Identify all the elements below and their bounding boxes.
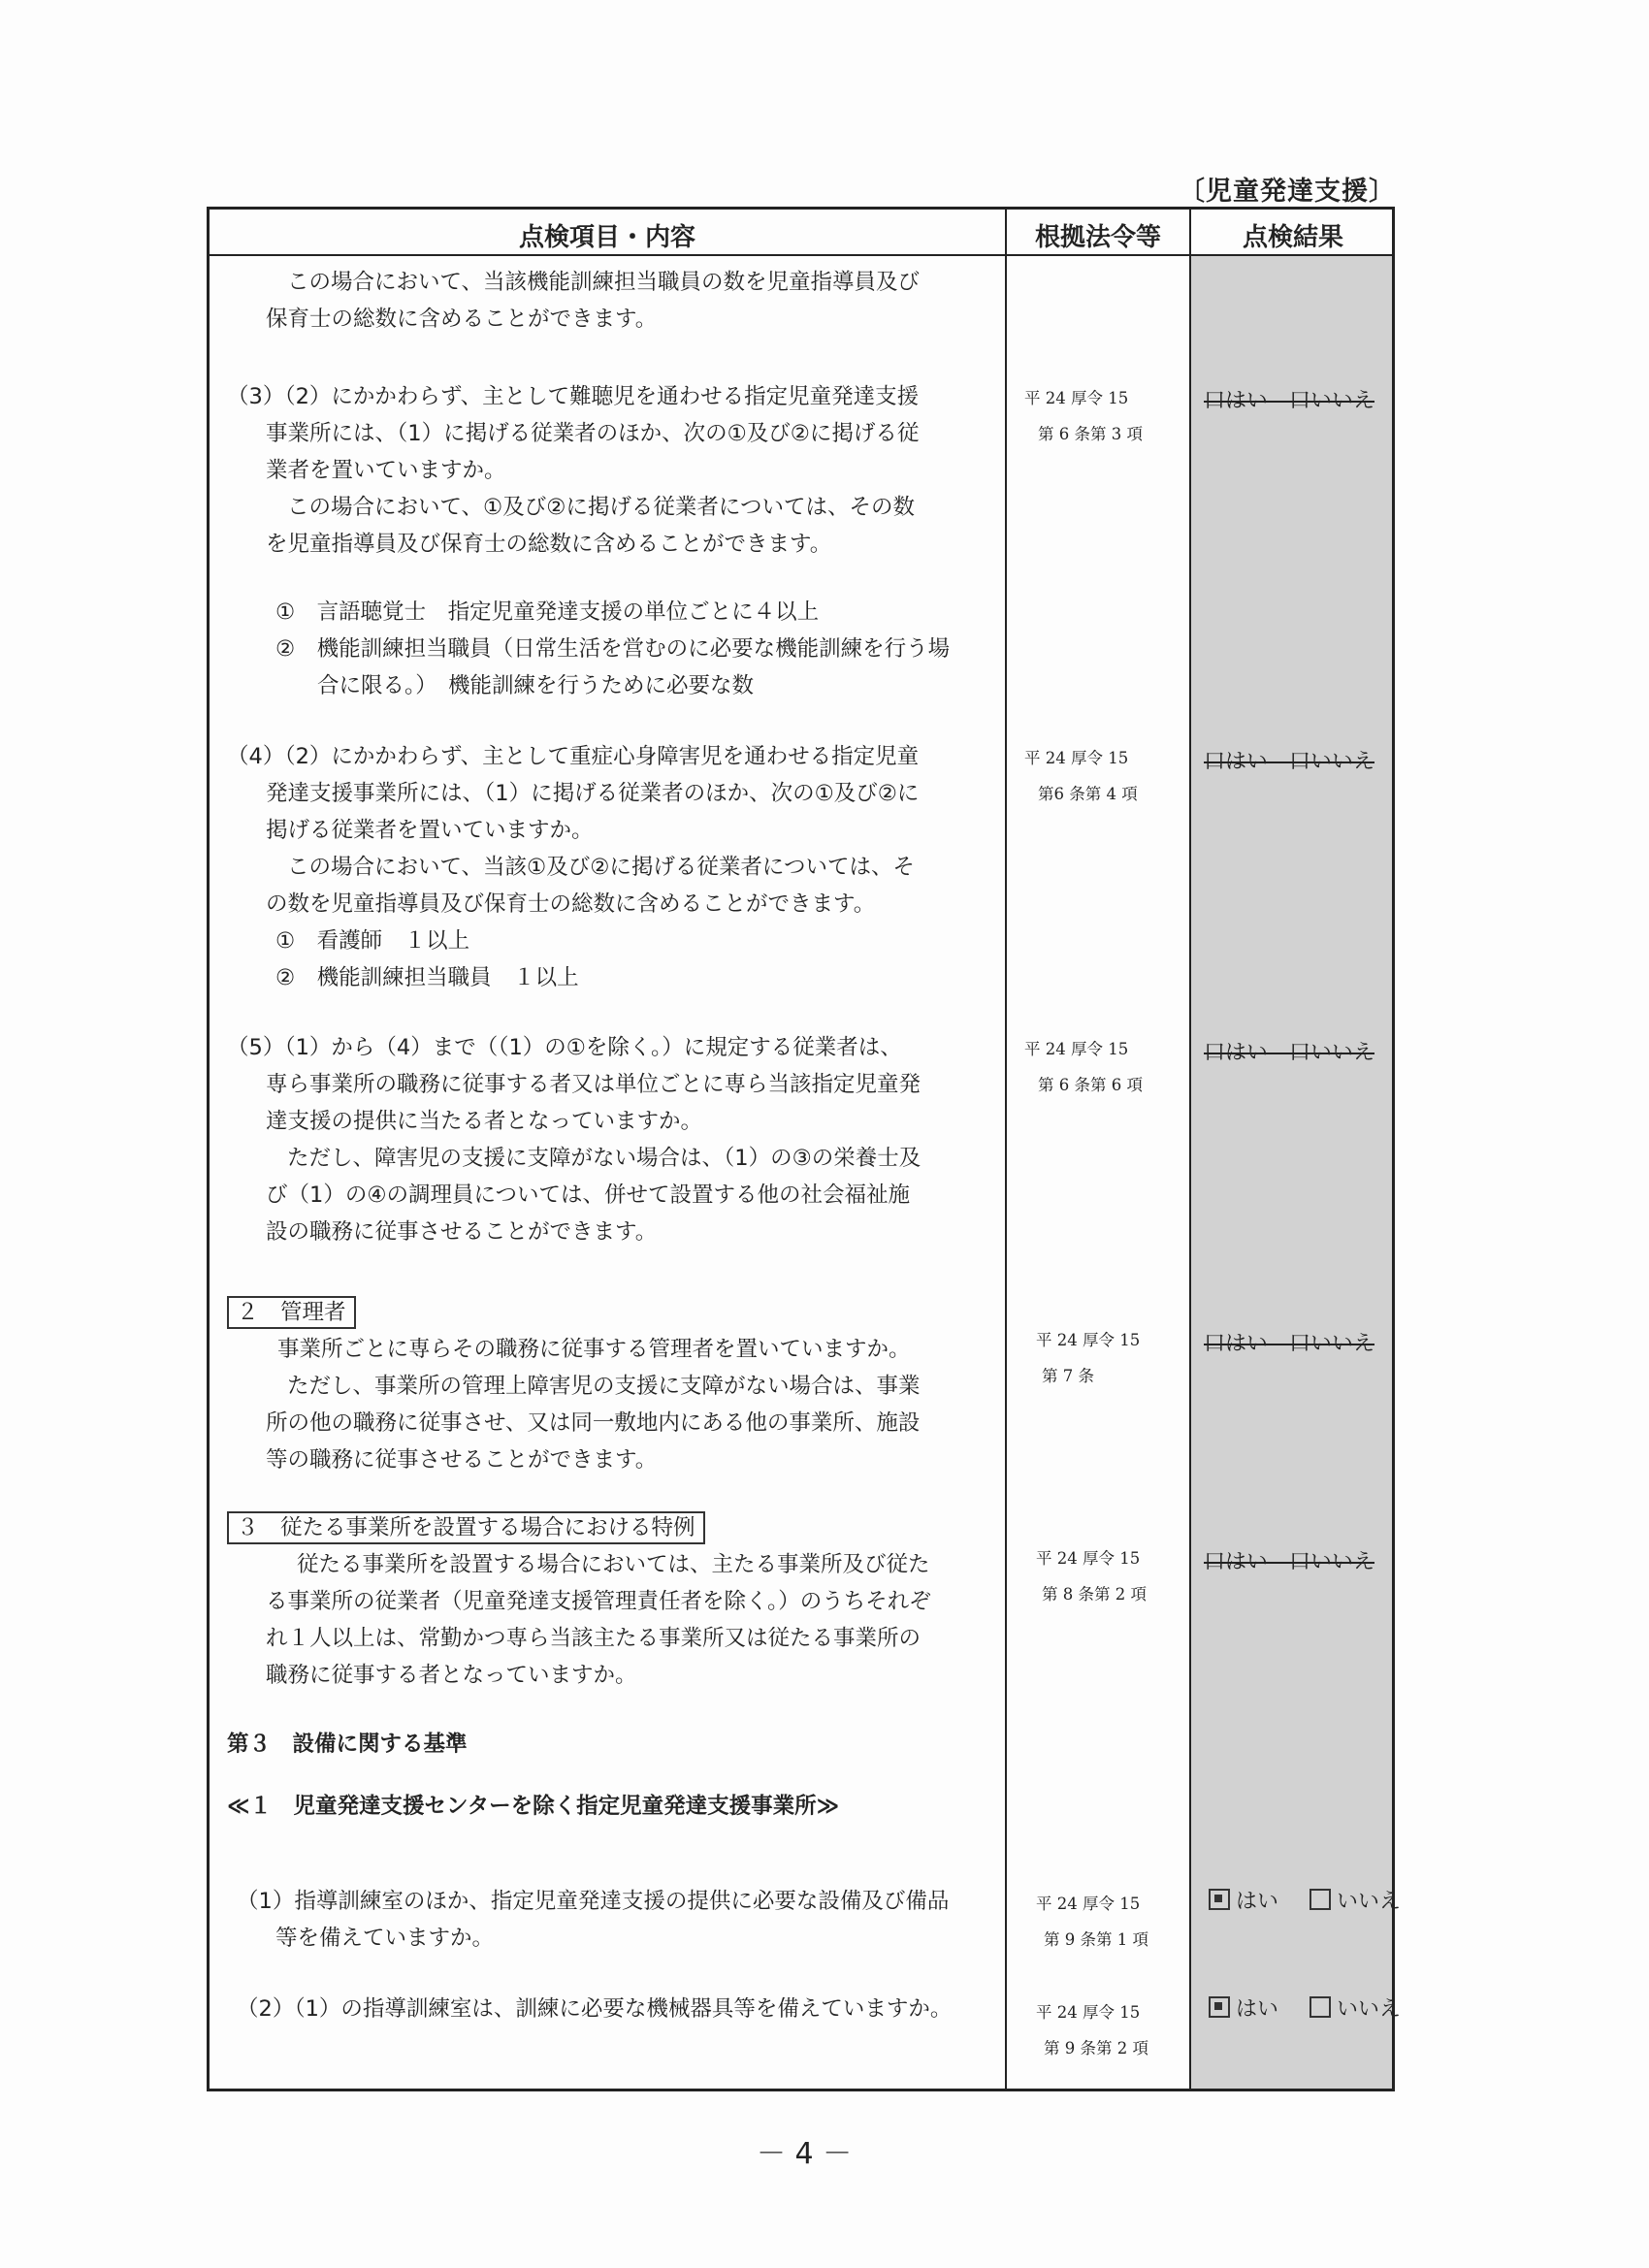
result-text: 口はい 口いいえ [1204, 750, 1375, 774]
text-line: （2）（1）の指導訓練室は、訓練に必要な機械器具等を備えていますか。 [237, 1996, 953, 2022]
text-line: 達支援の提供に当たる者となっていますか。 [266, 1109, 703, 1134]
result-text: 口はい 口いいえ [1204, 389, 1375, 413]
text-line: 等を備えていますか。 [275, 1926, 495, 1951]
list-item: ① 言語聴覚士 指定児童発達支援の単位ごとに４以上 [275, 599, 820, 625]
text-line: ただし、事業所の管理上障害児の支援に支障がない場合は、事業 [287, 1374, 921, 1399]
part-title: 第３ 設備に関する基準 [227, 1732, 468, 1757]
equipment-item-2 [237, 1991, 952, 2027]
law-line: 平 24 厚令 15 [1036, 2003, 1141, 2022]
part-3 [227, 1726, 839, 1825]
intro-text [227, 264, 920, 338]
no-label: いいえ [1337, 1890, 1402, 1914]
text-line: 設の職務に従事させることができます。 [266, 1219, 658, 1245]
law-line: 第 9 条第 2 項 [1044, 2039, 1148, 2057]
text-line: 職務に従事する者となっていますか。 [266, 1663, 637, 1688]
law-reference [1036, 1886, 1148, 1958]
inspection-table [207, 207, 1402, 2091]
list-item: 合に限る。） 機能訓練を行うために必要な数 [317, 673, 755, 698]
yes-checkbox[interactable] [1209, 1889, 1230, 1910]
column-divider [1189, 210, 1191, 2089]
section-3 [227, 1509, 931, 1694]
result-checkbox-group[interactable] [1204, 384, 1374, 414]
text-line: 掲げる従業者を置いていますか。 [266, 818, 594, 843]
list-item: ② 機能訓練担当職員 １以上 [275, 965, 579, 990]
law-line: 第 6 条第 3 項 [1038, 425, 1143, 443]
part-subtitle: ≪１ 児童発達支援センターを除く指定児童発達支援事業所≫ [227, 1794, 840, 1819]
law-reference [1024, 380, 1143, 452]
law-line: 第 7 条 [1042, 1367, 1094, 1385]
law-line: 平 24 厚令 15 [1024, 749, 1129, 767]
yes-checkbox[interactable] [1209, 1996, 1230, 2018]
text-line: び（1）の④の調理員については、併せて設置する他の社会福祉施 [266, 1183, 911, 1208]
law-reference [1024, 1031, 1143, 1103]
result-text: 口はい 口いいえ [1204, 1550, 1375, 1574]
equipment-item-1 [237, 1883, 949, 1957]
law-line: 第 8 条第 2 項 [1042, 1585, 1147, 1604]
result-checkbox-group[interactable] [1204, 1545, 1374, 1575]
law-line: 第 9 条第 1 項 [1044, 1930, 1148, 1949]
yes-label: はい [1236, 1890, 1279, 1914]
text-line: 所の他の職務に従事させ、又は同一敷地内にある他の事業所、施設 [266, 1410, 921, 1436]
law-reference [1036, 1994, 1148, 2066]
text-line: この場合において、当該①及び②に掲げる従業者については、そ [287, 855, 915, 880]
law-reference [1036, 1540, 1147, 1612]
text-line: れ１人以上は、常勤かつ専ら当該主たる事業所又は従たる事業所の [266, 1626, 922, 1651]
no-checkbox[interactable] [1310, 1996, 1331, 2018]
header-basis: 根拠法令等 [1034, 223, 1161, 252]
result-text: 口はい 口いいえ [1204, 1332, 1375, 1356]
header-content: 点検項目・内容 [518, 223, 695, 252]
no-label: いいえ [1337, 1997, 1402, 2022]
column-divider [1005, 210, 1007, 2089]
text-line: この場合において、①及び②に掲げる従業者については、その数 [287, 495, 915, 520]
text-line: ただし、障害児の支援に支障がない場合は、（1）の③の栄養士及 [287, 1146, 922, 1171]
text-line: 事業所には、（1）に掲げる従業者のほか、次の①及び②に掲げる従 [266, 421, 920, 446]
result-checkbox-group [1209, 1993, 1401, 2023]
document-category-tag: 〔児童発達支援〕 [1179, 177, 1396, 207]
item-5 [227, 1029, 921, 1250]
text-line: この場合において、当該機能訓練担当職員の数を児童指導員及び [287, 270, 921, 295]
result-checkbox-group[interactable] [1204, 1327, 1374, 1357]
text-line: （1）指導訓練室のほか、指定児童発達支援の提供に必要な設備及び備品 [237, 1889, 950, 1914]
list-item: ② 機能訓練担当職員（日常生活を営むのに必要な機能訓練を行う場 [275, 636, 951, 662]
text-line: 業者を置いていますか。 [266, 458, 506, 483]
text-line: （5）（1）から（4）まで（（1）の①を除く。）に規定する従業者は、 [227, 1035, 902, 1060]
text-line: を児童指導員及び保育士の総数に含めることができます。 [266, 532, 832, 557]
text-line: 発達支援事業所には、（1）に掲げる従業者のほか、次の①及び②に [266, 781, 920, 806]
text-line: 専ら事業所の職務に従事する者又は単位ごとに専ら当該指定児童発 [266, 1072, 922, 1097]
section-title: ２ 管理者 [227, 1296, 356, 1329]
law-line: 平 24 厚令 15 [1036, 1549, 1141, 1568]
text-line: 従たる事業所を設置する場合においては、主たる事業所及び従た [297, 1552, 930, 1577]
law-reference [1024, 740, 1138, 812]
text-line: （4）（2）にかかわらず、主として重症心身障害児を通わせる指定児童 [227, 744, 920, 769]
law-line: 第 6 条第 6 項 [1038, 1076, 1143, 1094]
section-title: ３ 従たる事業所を設置する場合における特例 [227, 1511, 705, 1544]
law-line: 平 24 厚令 15 [1036, 1331, 1141, 1349]
page-number: － 4 － [757, 2137, 853, 2171]
text-line: 保育士の総数に含めることができます。 [266, 307, 658, 332]
item-4 [227, 738, 919, 996]
law-reference [1036, 1322, 1140, 1394]
law-line: 平 24 厚令 15 [1024, 1040, 1129, 1058]
text-line: る事業所の従業者（児童発達支援管理責任者を除く。）のうちそれぞ [266, 1589, 931, 1614]
result-checkbox-group[interactable] [1204, 1036, 1374, 1066]
text-line: 等の職務に従事させることができます。 [266, 1447, 658, 1473]
yes-label: はい [1236, 1997, 1279, 2022]
header-divider [210, 254, 1392, 256]
law-line: 平 24 厚令 15 [1024, 389, 1129, 407]
result-column-shading [1191, 256, 1392, 2089]
law-line: 平 24 厚令 15 [1036, 1895, 1141, 1913]
no-checkbox[interactable] [1310, 1889, 1331, 1910]
header-result: 点検結果 [1242, 223, 1343, 252]
text-line: 事業所ごとに専らその職務に従事する管理者を置いていますか。 [277, 1337, 911, 1362]
list-item: ① 看護師 １以上 [275, 928, 470, 954]
result-checkbox-group[interactable] [1204, 745, 1374, 775]
text-line: の数を児童指導員及び保育士の総数に含めることができます。 [266, 891, 876, 917]
result-checkbox-group [1209, 1885, 1401, 1915]
result-text: 口はい 口いいえ [1204, 1041, 1375, 1065]
section-2 [227, 1294, 921, 1478]
law-line: 第6 条第 4 項 [1038, 785, 1138, 803]
text-line: （3）（2）にかかわらず、主として難聴児を通わせる指定児童発達支援 [227, 384, 920, 409]
item-3 [227, 378, 950, 704]
